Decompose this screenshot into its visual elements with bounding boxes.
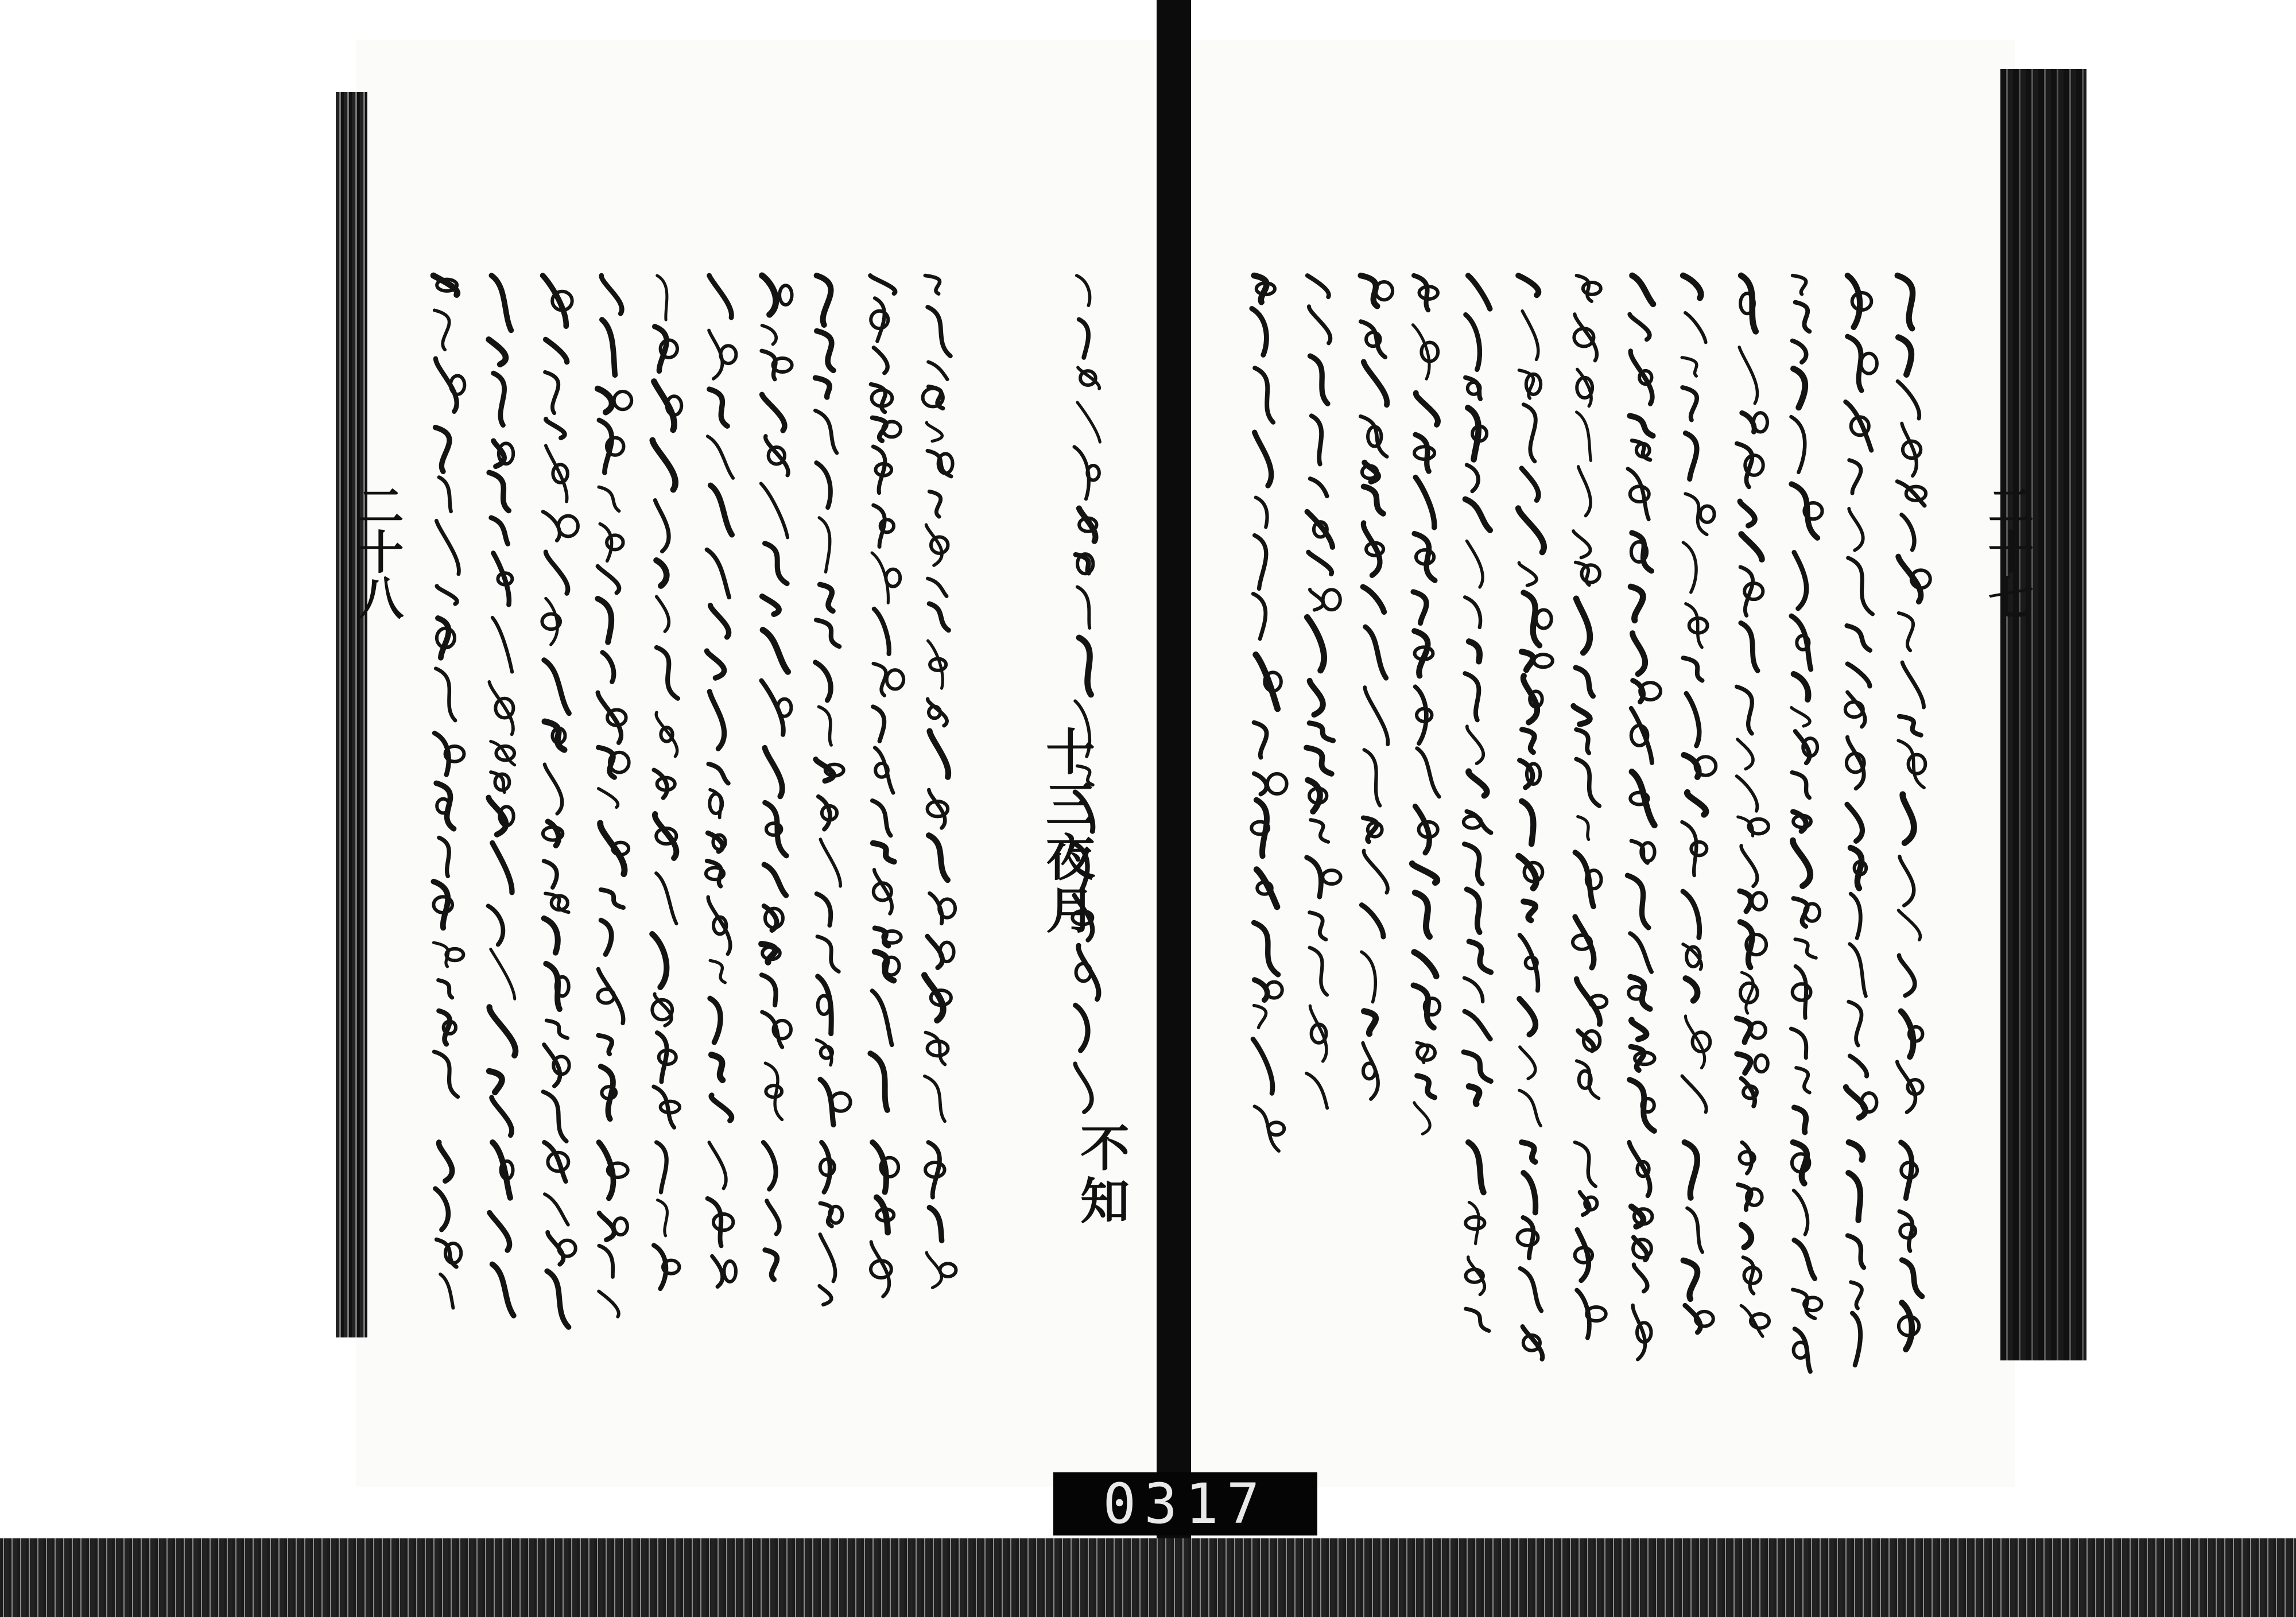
cursive-column bbox=[706, 276, 736, 1120]
cursive-column bbox=[1848, 1142, 1864, 1365]
cursive-column bbox=[1791, 276, 1822, 1133]
cursive-column bbox=[1737, 276, 1768, 1106]
scan-number-label: 0317 bbox=[1053, 1472, 1317, 1535]
cursive-column bbox=[1684, 1142, 1713, 1332]
cursive-column bbox=[1360, 276, 1393, 1099]
cursive-column bbox=[1792, 1142, 1822, 1371]
cursive-column bbox=[1412, 276, 1440, 1134]
right-folio-number: 二十七 bbox=[1980, 482, 2034, 620]
cursive-column bbox=[542, 276, 578, 1141]
cursive-column bbox=[923, 276, 955, 1121]
section-heading: 不知 bbox=[1072, 1122, 1130, 1228]
left-folio-number: 二十八 bbox=[350, 482, 404, 620]
cursive-column bbox=[1738, 1142, 1769, 1336]
cursive-column bbox=[1575, 1142, 1606, 1338]
cursive-column bbox=[1464, 276, 1491, 1104]
cursive-column bbox=[544, 1142, 576, 1327]
cursive-column bbox=[815, 276, 850, 1125]
cursive-column bbox=[870, 276, 903, 1110]
cursive-column bbox=[1899, 1142, 1922, 1350]
poem-heading: 十三夜月 bbox=[1037, 726, 1095, 937]
cursive-column bbox=[925, 1142, 956, 1288]
cursive-column bbox=[433, 276, 464, 1097]
cursive-column bbox=[652, 276, 681, 1127]
cursive-column bbox=[1897, 276, 1930, 1112]
cursive-column bbox=[490, 1142, 514, 1316]
cursive-column bbox=[708, 1142, 736, 1287]
cursive-column bbox=[599, 1142, 628, 1317]
cursive-column bbox=[761, 276, 792, 1120]
cursive-column bbox=[1518, 276, 1553, 1126]
cursive-column bbox=[1465, 1142, 1489, 1331]
cursive-column bbox=[1845, 276, 1877, 1118]
cursive-column bbox=[654, 1142, 679, 1289]
cursive-column bbox=[1629, 1142, 1652, 1359]
cursive-column bbox=[435, 1142, 461, 1308]
cursive-column bbox=[820, 1142, 843, 1305]
cursive-column bbox=[488, 276, 515, 1135]
cursive-column bbox=[871, 1142, 898, 1297]
cursive-column bbox=[598, 276, 631, 1119]
cursive-column bbox=[1682, 276, 1716, 1112]
cursive-column bbox=[763, 1142, 779, 1279]
cursive-column bbox=[1306, 276, 1341, 1108]
cursive-column bbox=[1072, 276, 1100, 1112]
cursive-column bbox=[1251, 276, 1286, 1151]
cursive-column bbox=[1573, 276, 1607, 1098]
cursive-column bbox=[1518, 1142, 1543, 1359]
cursive-column bbox=[1627, 276, 1661, 1131]
